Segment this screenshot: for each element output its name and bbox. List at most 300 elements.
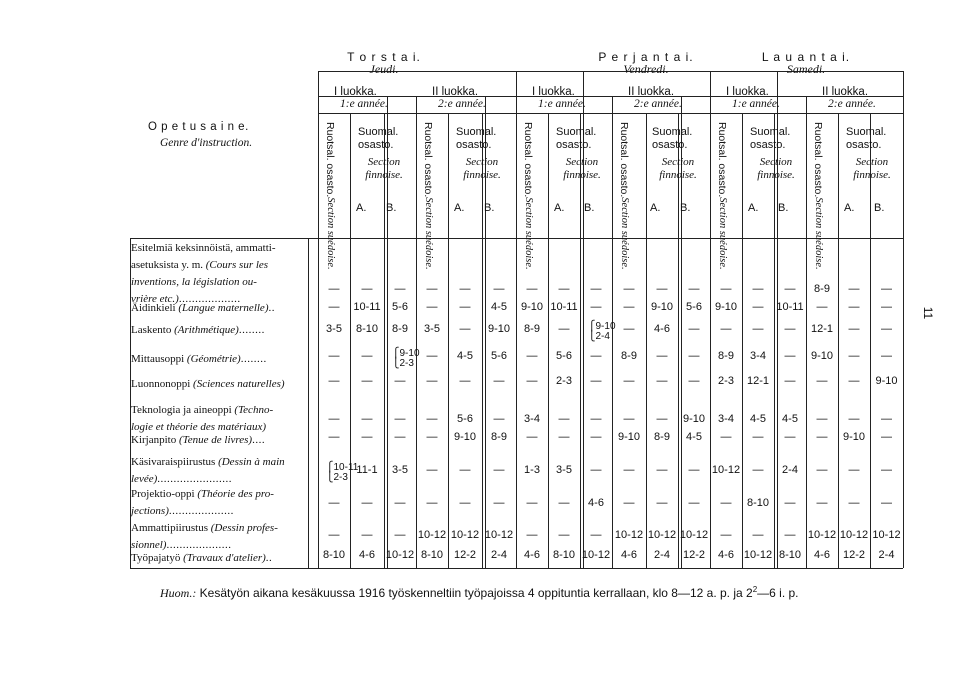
table-cell: 9-10: [842, 431, 866, 443]
leader-dots: ...................: [178, 293, 241, 305]
table-cell: —: [881, 350, 892, 362]
table-cell: —: [784, 283, 796, 295]
swedish-section-header-3: [618, 122, 630, 270]
table-cell: —: [720, 283, 732, 295]
table-cell: 8-10: [778, 549, 802, 561]
table-cell: —: [361, 350, 373, 362]
subject-2: [131, 322, 307, 339]
class-label-5: II luokka.: [822, 86, 869, 98]
col-b-5: B.: [874, 202, 885, 214]
class-label-fr-1: 2:e année.: [438, 98, 486, 110]
table-cell: —: [459, 323, 471, 335]
subject-text-fr: logie et théorie des matériaux): [131, 421, 267, 433]
subject-text: Esitelmiä keksinnöistä, ammatti-: [131, 242, 276, 254]
table-cell: —: [623, 301, 635, 313]
subject-8: [131, 486, 307, 520]
table-cell: 4-6: [814, 549, 830, 561]
table-cell: 3-5: [556, 464, 572, 476]
table-cell: 10-12: [581, 549, 611, 561]
table-cell: —: [623, 323, 635, 335]
finnish-section-label-fr-5: Section finnoise.: [853, 156, 891, 181]
subject-6: [131, 432, 307, 449]
swedish-section-label-fr: Section suédoise.: [619, 197, 630, 270]
class-label-fr-2: 1:e année.: [538, 98, 586, 110]
table-cell: —: [848, 464, 860, 476]
table-cell: 9-10: [487, 323, 511, 335]
day-name-1: P e r j a n t a i.: [598, 50, 694, 64]
table-cell: —: [426, 464, 438, 476]
table-cell: 10-12: [647, 529, 677, 541]
rule-day-6: [516, 71, 517, 568]
table-cell: —: [526, 431, 538, 443]
swedish-section-header-0: [324, 122, 336, 270]
subject-text: Ammattipiirustus: [131, 522, 211, 534]
table-cell: —: [881, 464, 892, 476]
table-cell: —: [720, 529, 732, 541]
subject-line: [131, 240, 307, 257]
table-cell: —: [493, 283, 505, 295]
table-cell: —: [526, 350, 538, 362]
subject-line: [131, 300, 307, 317]
subject-text-fr: (Théorie des pro-: [197, 488, 274, 500]
subject-line: [131, 503, 307, 520]
subject-3: [131, 351, 307, 368]
subject-text-fr: vrière etc.): [131, 293, 179, 305]
col-a-0: A.: [356, 202, 367, 214]
table-cell: 10-12: [385, 549, 415, 561]
subject-line: [131, 520, 307, 537]
swedish-section-label: Ruotsal. osasto.: [422, 122, 434, 198]
swedish-section-label: Ruotsal. osasto.: [618, 122, 630, 198]
subject-text-fr: (Dessin à main: [218, 456, 285, 468]
table-cell: 2-3: [718, 375, 734, 387]
leader-dots: ....: [252, 434, 266, 446]
swedish-section-label: Ruotsal. osasto.: [716, 122, 728, 198]
subject-line: [131, 486, 307, 503]
table-cell: 8-9: [654, 431, 670, 443]
table-cell: —: [558, 497, 570, 509]
finnish-section-label-0: Suomal. osasto.: [358, 126, 399, 151]
table-cell: —: [558, 283, 570, 295]
table-cell-braced: [386, 348, 420, 369]
footnote-text: Kesätyön aikana kesäkuussa 1916 työskenneltiin työpajoissa 4 oppituntia kerrallaan, klo 8—12 a. p. ja 2: [199, 586, 753, 600]
table-cell: 10-12: [450, 529, 480, 541]
leader-dots: .......................: [157, 473, 232, 485]
table-cell: —: [558, 413, 570, 425]
table-cell-braced: [582, 321, 616, 342]
table-cell: —: [881, 301, 892, 313]
table-cell: —: [493, 375, 505, 387]
leader-dots: ....................: [168, 505, 234, 517]
table-cell: 8-9: [718, 350, 734, 362]
table-cell: 4-5: [750, 413, 766, 425]
table-cell: 10-12: [614, 529, 644, 541]
subject-4: [131, 376, 307, 393]
table-cell: 8-10: [322, 549, 346, 561]
table-cell: 9-10: [810, 350, 834, 362]
subject-text: Työpajatyö: [131, 552, 184, 564]
table-cell: —: [881, 497, 892, 509]
footnote-label: Huom.:: [160, 586, 197, 600]
table-cell: —: [361, 431, 373, 443]
table-cell: —: [784, 431, 796, 443]
finnish-section-label-fr-3: Section finnoise.: [659, 156, 697, 181]
table-cell: —: [328, 413, 340, 425]
class-label-fr-4: 1:e année.: [732, 98, 780, 110]
table-cell: —: [590, 464, 602, 476]
subject-text-fr: (Sciences naturelles): [193, 378, 285, 390]
table-cell: 4-5: [782, 413, 798, 425]
table-cell: 5-6: [556, 350, 572, 362]
table-cell: —: [493, 497, 505, 509]
table-cell: —: [328, 350, 340, 362]
subject-10: [131, 550, 307, 567]
table-cell-line: ⎧9-10: [588, 321, 616, 332]
rule-col-18: [903, 71, 904, 568]
table-cell: 10-12: [807, 529, 837, 541]
class-label-2: I luokka.: [532, 86, 575, 98]
table-cell: —: [590, 529, 602, 541]
table-cell: —: [361, 497, 373, 509]
table-cell: —: [720, 323, 732, 335]
subject-line: [131, 432, 307, 449]
subject-text: Laskento: [131, 324, 175, 336]
table-cell: 2-4: [878, 549, 895, 561]
subject-9: [131, 520, 307, 554]
table-cell: —: [361, 375, 373, 387]
subject-line: [131, 550, 307, 567]
finnish-section-label-fr-1: Section finnoise.: [463, 156, 501, 181]
table-cell: —: [848, 375, 860, 387]
subject-text: Käsivaraispiirustus: [131, 456, 219, 468]
table-cell: —: [656, 283, 668, 295]
class-label-3: II luokka.: [628, 86, 675, 98]
finnish-section-label-fr-2: Section finnoise.: [563, 156, 601, 181]
subject-text-fr: (Cours sur les: [205, 259, 269, 271]
subject-text-fr: (Dessin profes-: [210, 522, 278, 534]
table-cell: 10-12: [743, 549, 773, 561]
swedish-section-header-2: [522, 122, 534, 270]
table-cell: —: [558, 529, 570, 541]
table-cell: 3-4: [524, 413, 540, 425]
table-cell: —: [590, 431, 602, 443]
table-cell: —: [459, 283, 471, 295]
table-cell: —: [328, 497, 340, 509]
col-a-5: A.: [844, 202, 855, 214]
subject-line: [131, 257, 307, 274]
table-cell: —: [590, 301, 602, 313]
table-cell: —: [623, 464, 635, 476]
table-cell: 8-9: [524, 323, 540, 335]
table-cell: —: [526, 497, 538, 509]
table-cell: 10-11: [353, 301, 381, 313]
table-cell: —: [394, 529, 406, 541]
subject-line: [131, 454, 307, 471]
table-cell: 10-12: [417, 529, 447, 541]
page-number: 11: [921, 306, 936, 320]
subject-text: Äidinkieli: [131, 302, 179, 314]
day-name-fr-0: Jeudi.: [369, 62, 399, 76]
swedish-section-header-5: [812, 122, 824, 270]
finnish-section-label-4: Suomal. osasto.: [750, 126, 791, 151]
table-cell: —: [426, 375, 438, 387]
table-cell: —: [623, 283, 635, 295]
table-cell: —: [816, 431, 828, 443]
table-cell: 4-6: [588, 497, 604, 509]
table-cell: —: [328, 301, 340, 313]
table-cell-line: ⎩2-4: [588, 331, 610, 342]
table-cell: —: [656, 413, 668, 425]
swedish-section-label-fr: Section suédoise.: [717, 197, 728, 270]
table-cell: —: [361, 529, 373, 541]
swedish-section-label-fr: Section suédoise.: [325, 197, 336, 270]
subject-line: [131, 274, 307, 291]
table-cell: 9-10: [453, 431, 477, 443]
table-cell: —: [623, 375, 635, 387]
table-cell: 8-9: [621, 350, 637, 362]
table-cell: —: [816, 464, 828, 476]
table-cell: —: [656, 375, 668, 387]
table-cell: —: [720, 431, 732, 443]
table-cell: 4-5: [686, 431, 702, 443]
leader-dots: ..: [265, 552, 273, 564]
subject-text-fr: (Arithmétique): [174, 324, 239, 336]
subject-text: Mittausoppi: [131, 353, 187, 365]
table-cell: —: [816, 375, 828, 387]
col-a-3: A.: [650, 202, 661, 214]
rule-day-12: [710, 71, 711, 568]
table-cell: 10-12: [872, 529, 901, 541]
subject-header: O p e t u s a i n e.: [148, 121, 249, 133]
table-cell: —: [752, 301, 764, 313]
subject-text-fr: levée): [131, 473, 158, 485]
table-cell: 9-10: [714, 301, 738, 313]
subject-1: [131, 300, 307, 317]
table-cell: —: [784, 375, 796, 387]
subject-text-fr: sionnel): [131, 539, 167, 551]
table-cell-line: ⎩2-3: [326, 472, 348, 483]
table-cell: —: [848, 497, 860, 509]
table-cell: 5-6: [392, 301, 408, 313]
col-b-2: B.: [584, 202, 595, 214]
table-cell: —: [752, 431, 764, 443]
table-cell: —: [688, 283, 700, 295]
table-cell: —: [426, 413, 438, 425]
table-cell: —: [688, 350, 700, 362]
table-cell: 3-5: [392, 464, 408, 476]
table-cell: —: [848, 413, 860, 425]
table-cell: 11-1: [356, 464, 378, 476]
table-cell: —: [426, 431, 438, 443]
table-cell: —: [328, 529, 340, 541]
table-cell: —: [558, 323, 570, 335]
table-cell: —: [784, 350, 796, 362]
subject-0: [131, 240, 307, 308]
table-cell: —: [816, 497, 828, 509]
table-cell: —: [590, 375, 602, 387]
table-cell-line: ⎧9-10: [392, 348, 420, 359]
table-cell: 9-10: [520, 301, 544, 313]
table-cell: 4-5: [491, 301, 507, 313]
subject-text: Luonnonoppi: [131, 378, 194, 390]
table-cell: 4-6: [654, 323, 670, 335]
subject-line: [131, 322, 307, 339]
col-b-4: B.: [778, 202, 789, 214]
class-label-fr-5: 2:e année.: [828, 98, 876, 110]
table-cell: —: [590, 283, 602, 295]
table-cell: 10-12: [484, 529, 514, 541]
table-cell: —: [590, 350, 602, 362]
table-cell: 12-2: [453, 549, 477, 561]
table-cell: —: [688, 375, 700, 387]
table-cell: —: [656, 350, 668, 362]
table-cell: 4-6: [524, 549, 540, 561]
day-name-0: T o r s t a i.: [347, 50, 421, 64]
table-cell: —: [394, 375, 406, 387]
subject-text-fr: (Techno-: [234, 404, 274, 416]
table-cell: 9-10: [682, 413, 706, 425]
finnish-section-label-fr-0: Section finnoise.: [365, 156, 403, 181]
table-cell: 12-2: [682, 549, 706, 561]
table-cell: 10-12: [711, 464, 741, 476]
leader-dots: ........: [240, 353, 267, 365]
table-cell: —: [459, 375, 471, 387]
table-cell: 10-11: [776, 301, 804, 313]
col-b-1: B.: [484, 202, 495, 214]
table-cell: 12-1: [746, 375, 770, 387]
swedish-section-label-fr: Section suédoise.: [423, 197, 434, 270]
table-cell: —: [848, 283, 860, 295]
table-cell: —: [328, 375, 340, 387]
table-cell: —: [848, 350, 860, 362]
table-cell: —: [688, 464, 700, 476]
table-cell: —: [816, 413, 828, 425]
swedish-section-header-4: [716, 122, 728, 270]
rule-day-header: [318, 96, 903, 97]
table-cell: —: [459, 464, 471, 476]
swedish-section-label: Ruotsal. osasto.: [812, 122, 824, 198]
table-cell: —: [784, 323, 796, 335]
finnish-section-label-5: Suomal. osasto.: [846, 126, 887, 151]
footnote-tail: —6 i. p.: [757, 586, 799, 600]
table-cell: 4-6: [718, 549, 734, 561]
table-cell: —: [848, 301, 860, 313]
table-cell: —: [459, 497, 471, 509]
table-cell: 2-4: [491, 549, 507, 561]
table-cell: 4-6: [359, 549, 375, 561]
table-cell: —: [361, 413, 373, 425]
table-cell: —: [752, 529, 764, 541]
table-cell: 12-1: [810, 323, 834, 335]
table-cell: —: [784, 529, 796, 541]
swedish-section-header-1: [422, 122, 434, 270]
footnote-superscript: 2: [752, 585, 758, 594]
table-cell: 10-12: [839, 529, 869, 541]
table-cell: 5-6: [686, 301, 702, 313]
day-name-fr-1: Vendredi.: [623, 62, 669, 76]
table-cell: —: [426, 283, 438, 295]
table-cell: 8-9: [491, 431, 507, 443]
subject-text-fr: (Géométrie): [186, 353, 241, 365]
subject-text-fr: (Tenue de livres): [178, 434, 253, 446]
class-label-1: II luokka.: [432, 86, 479, 98]
table-cell: —: [752, 283, 764, 295]
table-cell: —: [752, 323, 764, 335]
rule-subject: [308, 238, 309, 569]
subject-line: [131, 376, 307, 393]
table-cell: 9-10: [650, 301, 674, 313]
table-cell: —: [590, 413, 602, 425]
table-cell: 4-6: [621, 549, 637, 561]
table-cell: 12-2: [842, 549, 866, 561]
swedish-section-label: Ruotsal. osasto.: [522, 122, 534, 198]
leader-dots: ....................: [166, 539, 232, 551]
subject-text: Teknologia ja aineoppi: [131, 404, 235, 416]
table-cell: —: [881, 413, 892, 425]
day-name-fr-2: Samedi.: [786, 62, 826, 76]
subject-text: Kirjanpito: [131, 434, 179, 446]
table-cell: 2-4: [654, 549, 670, 561]
table-cell: 4-5: [457, 350, 473, 362]
table-cell: 8-9: [392, 323, 408, 335]
leader-dots: ........: [238, 324, 265, 336]
table-cell: 8-10: [420, 549, 444, 561]
class-label-fr-3: 2:e année.: [634, 98, 682, 110]
swedish-section-label-fr: Section suédoise.: [813, 197, 824, 270]
col-b-3: B.: [680, 202, 691, 214]
subject-line: [131, 402, 307, 419]
subject-text-fr: inventions, la législation ou-: [131, 276, 257, 288]
col-a-4: A.: [748, 202, 759, 214]
table-cell: —: [656, 464, 668, 476]
table-cell: —: [881, 283, 892, 295]
table-cell: 2-3: [556, 375, 572, 387]
table-cell: 3-5: [326, 323, 342, 335]
table-cell: 8-9: [814, 283, 830, 295]
leader-dots: ..: [268, 302, 275, 314]
table-cell: —: [426, 350, 438, 362]
table-cell: 8-10: [355, 323, 379, 335]
table-cell: 5-6: [457, 413, 473, 425]
class-label-fr-0: 1:e année.: [340, 98, 388, 110]
table-cell: 10-12: [679, 529, 709, 541]
footnote: [160, 585, 799, 601]
col-a-1: A.: [454, 202, 465, 214]
day-name-2: L a u a n t a i.: [761, 50, 851, 64]
subject-line: [131, 351, 307, 368]
table-cell: —: [328, 431, 340, 443]
table-cell-line: ⎧10-11: [326, 462, 359, 473]
table-cell: —: [720, 497, 732, 509]
col-b-0: B.: [386, 202, 397, 214]
table-cell: —: [493, 464, 505, 476]
table-cell-braced: [320, 462, 359, 483]
table-cell: 5-6: [491, 350, 507, 362]
table-cell: —: [361, 283, 373, 295]
table-cell-line: ⎩2-3: [392, 358, 414, 369]
table-cell: —: [328, 283, 340, 295]
table-cell: 3-4: [718, 413, 734, 425]
table-cell: —: [784, 497, 796, 509]
subject-header-fr: Genre d'instruction.: [160, 137, 253, 149]
table-cell: —: [656, 497, 668, 509]
table-cell: 1-3: [524, 464, 540, 476]
subject-text: asetuksista y. m.: [131, 259, 206, 271]
class-label-0: I luokka.: [334, 86, 377, 98]
table-cell: 9-10: [617, 431, 641, 443]
swedish-section-label: Ruotsal. osasto.: [324, 122, 336, 198]
table-cell: —: [493, 413, 505, 425]
